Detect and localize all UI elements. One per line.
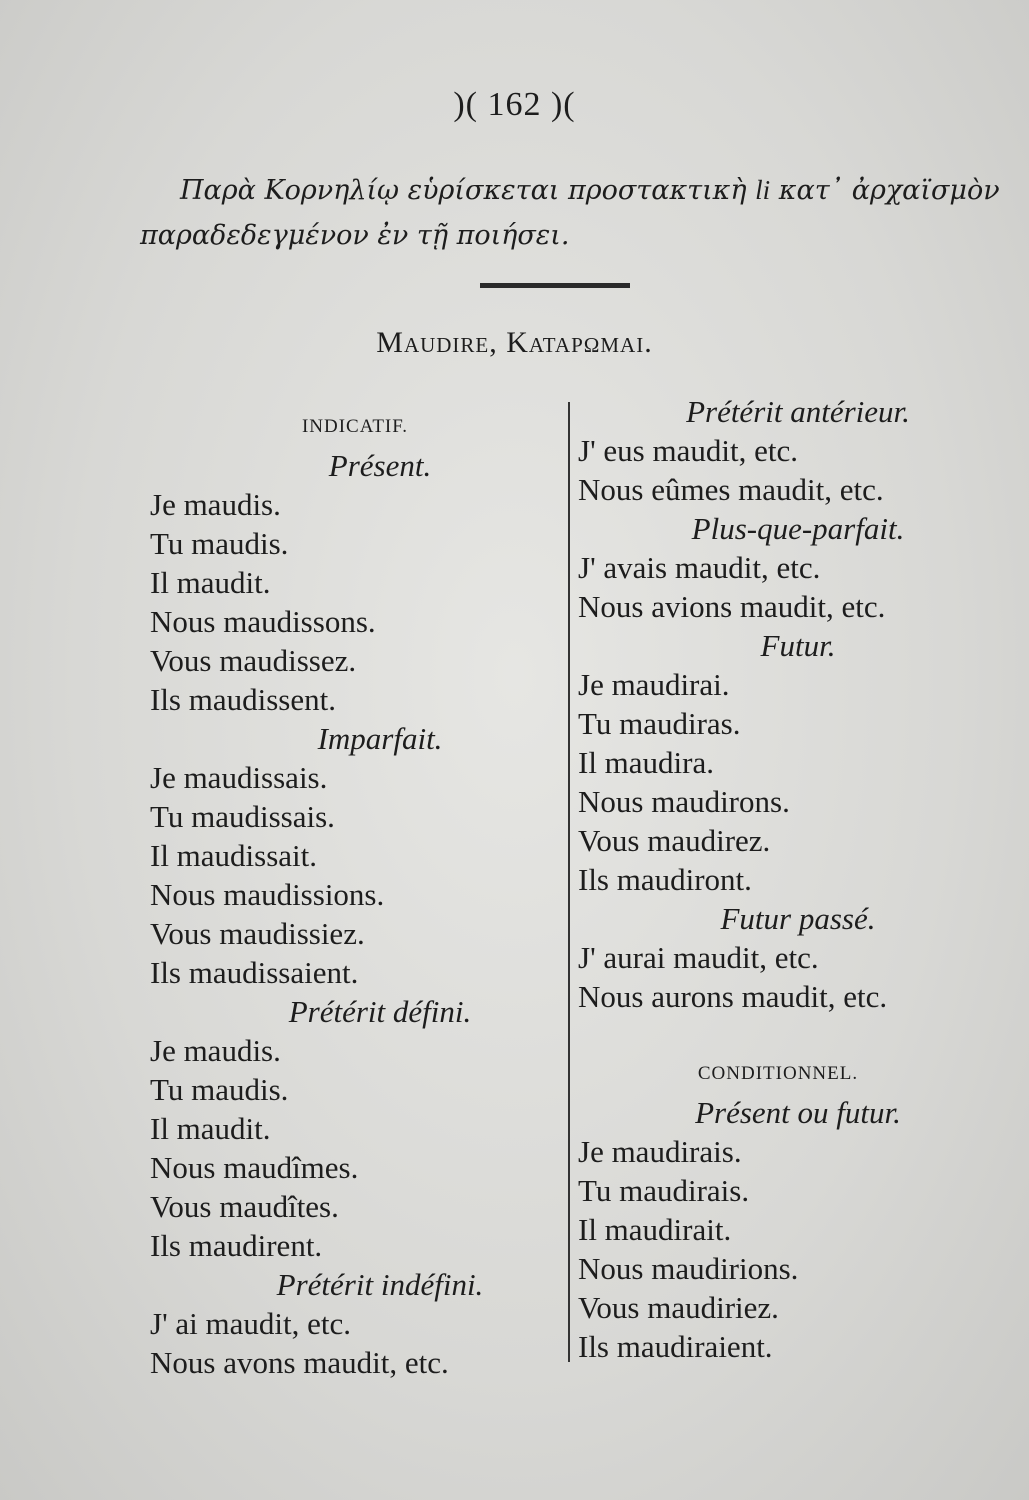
conjugation-line: Je maudis. (150, 487, 281, 522)
conjugation-line: J' ai maudit, etc. (150, 1306, 352, 1341)
conjugation-line: Tu maudiras. (578, 706, 741, 741)
conjugation-line: Ils maudirent. (150, 1228, 323, 1263)
conjugation-line: Vous maudissez. (150, 643, 357, 678)
conjugation-line: Il maudissait. (150, 838, 318, 873)
conjugation-line: Il maudit. (150, 1111, 271, 1146)
intro-line-1 (180, 166, 1000, 215)
intro-line-1-end: κατ᾽ ἀρχαϊσμὸν (770, 175, 1000, 206)
column-divider (568, 402, 570, 1362)
conjugation-line: Tu maudirais. (578, 1173, 750, 1208)
conjugation-line: Tu maudissais. (150, 799, 335, 834)
intro-line-1-start: Παρὰ Κορνηλίῳ εὑρίσκεται προστακτικὴ (180, 175, 756, 206)
mood-heading: INDICATIF. (301, 416, 409, 437)
tense-heading: Plus-que-parfait. (691, 511, 905, 546)
conjugation-line: J' eus maudit, etc. (578, 433, 798, 468)
mood-heading: CONDITIONNEL. (697, 1063, 859, 1084)
conjugation-line: Ils maudissaient. (150, 955, 359, 990)
verb-title: Maudire, Καταρωμαι. (376, 326, 653, 359)
conjugation-line: Il maudirait. (578, 1212, 732, 1247)
conjugation-line: Vous maudiriez. (578, 1290, 779, 1325)
conjugation-line: Vous maudirez. (578, 823, 771, 858)
conjugation-line: Je maudirai. (578, 667, 730, 702)
right-column (578, 392, 978, 1366)
conjugation-line: Nous eûmes maudit, etc. (578, 472, 884, 507)
tense-heading: Présent. (328, 448, 432, 483)
conjugation-line: Tu maudis. (150, 1072, 289, 1107)
tense-heading: Futur. (760, 628, 836, 663)
tense-heading: Prétérit défini. (288, 994, 472, 1029)
conjugation-line: Nous aurons maudit, etc. (578, 979, 888, 1014)
conjugation-line: Ils maudiront. (578, 862, 752, 897)
tense-heading: Imparfait. (317, 721, 443, 756)
section-rule (480, 283, 630, 288)
intro-line-2: παραδεδεγμένον ἐν τῇ ποιήσει. (140, 220, 570, 251)
page-number: )( 162 )( (453, 86, 576, 123)
conjugation-line: J' avais maudit, etc. (578, 550, 821, 585)
conjugation-line: Tu maudis. (150, 526, 289, 561)
conjugation-line: Nous maudissions. (150, 877, 385, 912)
conjugation-line: Nous maudîmes. (150, 1150, 359, 1185)
conjugation-line: Il maudira. (578, 745, 715, 780)
conjugation-line: Nous maudirons. (578, 784, 790, 819)
conjugation-line: Ils maudiraient. (578, 1329, 773, 1364)
tense-heading: Prétérit indéfini. (276, 1267, 484, 1302)
conjugation-line: Je maudirais. (578, 1134, 742, 1169)
conjugation-line: Je maudis. (150, 1033, 281, 1068)
conjugation-line: Je maudissais. (150, 760, 328, 795)
conjugation-line: Nous maudissons. (150, 604, 376, 639)
tense-heading: Prétérit antérieur. (686, 394, 910, 429)
conjugation-line: Nous maudirions. (578, 1251, 799, 1286)
conjugation-line: Il maudit. (150, 565, 271, 600)
blank-line (578, 1016, 978, 1055)
intro-latin-word: li (755, 175, 771, 205)
conjugation-line: Vous maudissiez. (150, 916, 365, 951)
tense-heading: Présent ou futur. (695, 1095, 901, 1130)
left-column (150, 408, 560, 1382)
conjugation-line: Vous maudîtes. (150, 1189, 339, 1224)
conjugation-line: Nous avons maudit, etc. (150, 1345, 449, 1380)
conjugation-line: Ils maudissent. (150, 682, 336, 717)
tense-heading: Futur passé. (720, 901, 876, 936)
conjugation-line: J' aurai maudit, etc. (578, 940, 819, 975)
conjugation-line: Nous avions maudit, etc. (578, 589, 886, 624)
